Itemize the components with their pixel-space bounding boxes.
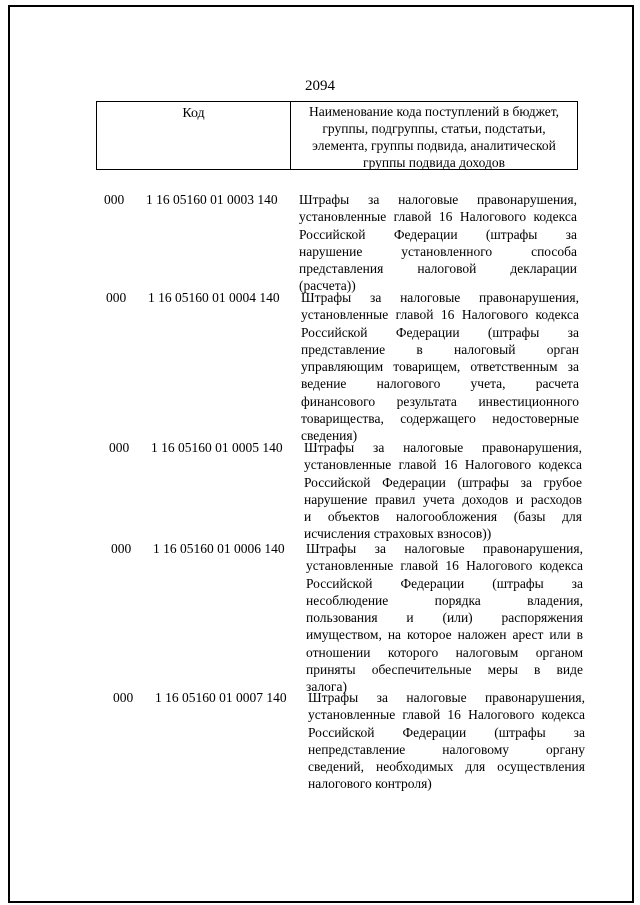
description-line: Российской Федерации (штрафы за: [308, 724, 585, 740]
description-line: нарушение установленного способа: [299, 243, 577, 259]
description-line: установленные главой 16 Налогового кодекса: [301, 307, 579, 323]
revenue-code: 1 16 05160 01 0003 140: [146, 192, 278, 207]
description-line: Российской Федерации (штрафы за: [301, 324, 579, 340]
description-line: залога): [306, 679, 347, 695]
description-line: представление в налоговый орган: [301, 341, 579, 357]
revenue-description: [299, 191, 577, 295]
description-line: приняты обеспечительные меры в виде: [306, 662, 583, 678]
description-line: Штрафы за налоговые правонарушения,: [306, 541, 583, 556]
revenue-description: [301, 289, 579, 445]
header-code-column: Код: [97, 102, 291, 169]
description-line: и объектов налогообложения (базы для: [304, 509, 582, 525]
description-line: (расчета)): [299, 278, 356, 294]
header-name-line: группы, подгруппы, статьи, подстатьи,: [322, 121, 546, 136]
revenue-description: [308, 689, 585, 793]
description-line: Российской Федерации (штрафы за грубое: [304, 474, 582, 490]
revenue-description: [306, 540, 583, 696]
description-line: Российской Федерации (штрафы за: [306, 575, 583, 591]
description-line: установленные главой 16 Налогового кодекса: [299, 209, 577, 225]
description-line: непредставление налоговому органу: [308, 741, 585, 757]
description-line: представления налоговой декларации: [299, 261, 577, 277]
description-line: товарищества, содержащего недостоверные: [301, 411, 579, 427]
revenue-code: 1 16 05160 01 0005 140: [151, 440, 283, 455]
revenue-description: [304, 439, 582, 543]
admin-code: 000: [106, 290, 127, 305]
description-line: пользования и (или) распоряжения: [306, 610, 583, 626]
description-line: Штрафы за налоговые правонарушения,: [304, 440, 582, 455]
page-border-left: [8, 5, 10, 903]
description-line: Российской Федерации (штрафы за: [299, 226, 577, 242]
description-line: Штрафы за налоговые правонарушения,: [299, 192, 577, 207]
description-line: управляющим товарищем, ответственным за: [301, 359, 579, 375]
description-line: сведений, необходимых для осуществления: [308, 759, 585, 775]
description-line: исчисления страховых взносов)): [304, 526, 492, 542]
description-line: установленные главой 16 Налогового кодекса: [308, 707, 585, 723]
page-border-right: [632, 5, 634, 903]
header-name-line: группы подвида доходов: [363, 155, 505, 170]
description-line: имуществом, на которое наложен арест или в: [306, 627, 583, 643]
admin-code: 000: [113, 690, 134, 705]
admin-code: 000: [104, 192, 125, 207]
page-border-top: [8, 5, 634, 7]
description-line: Штрафы за налоговые правонарушения,: [308, 690, 585, 705]
description-line: финансового результата инвестиционного: [301, 393, 579, 409]
table-header: [96, 101, 578, 170]
description-line: отношении которого налоговым органом: [306, 644, 583, 660]
revenue-code: 1 16 05160 01 0006 140: [153, 541, 285, 556]
description-line: установленные главой 16 Налогового кодекса: [304, 457, 582, 473]
header-name-column: [291, 102, 577, 169]
description-line: сведения): [301, 428, 358, 444]
page-number: 2094: [305, 78, 335, 94]
header-name-line: Наименование кода поступлений в бюджет,: [308, 104, 559, 119]
admin-code: 000: [111, 541, 132, 556]
description-line: несоблюдение порядка владения,: [306, 592, 583, 608]
admin-code: 000: [109, 440, 130, 455]
description-line: нарушение правил учета доходов и расходов: [304, 491, 582, 507]
description-line: Штрафы за налоговые правонарушения,: [301, 290, 579, 305]
header-name-line: элемента, группы подвида, аналитической: [312, 138, 556, 153]
description-line: налогового контроля): [308, 776, 432, 792]
description-line: установленные главой 16 Налогового кодекса: [306, 558, 583, 574]
revenue-code: 1 16 05160 01 0007 140: [155, 690, 287, 705]
description-line: ведение налогового учета, расчета: [301, 376, 579, 392]
revenue-code: 1 16 05160 01 0004 140: [148, 290, 280, 305]
page-border-bottom: [8, 901, 634, 903]
